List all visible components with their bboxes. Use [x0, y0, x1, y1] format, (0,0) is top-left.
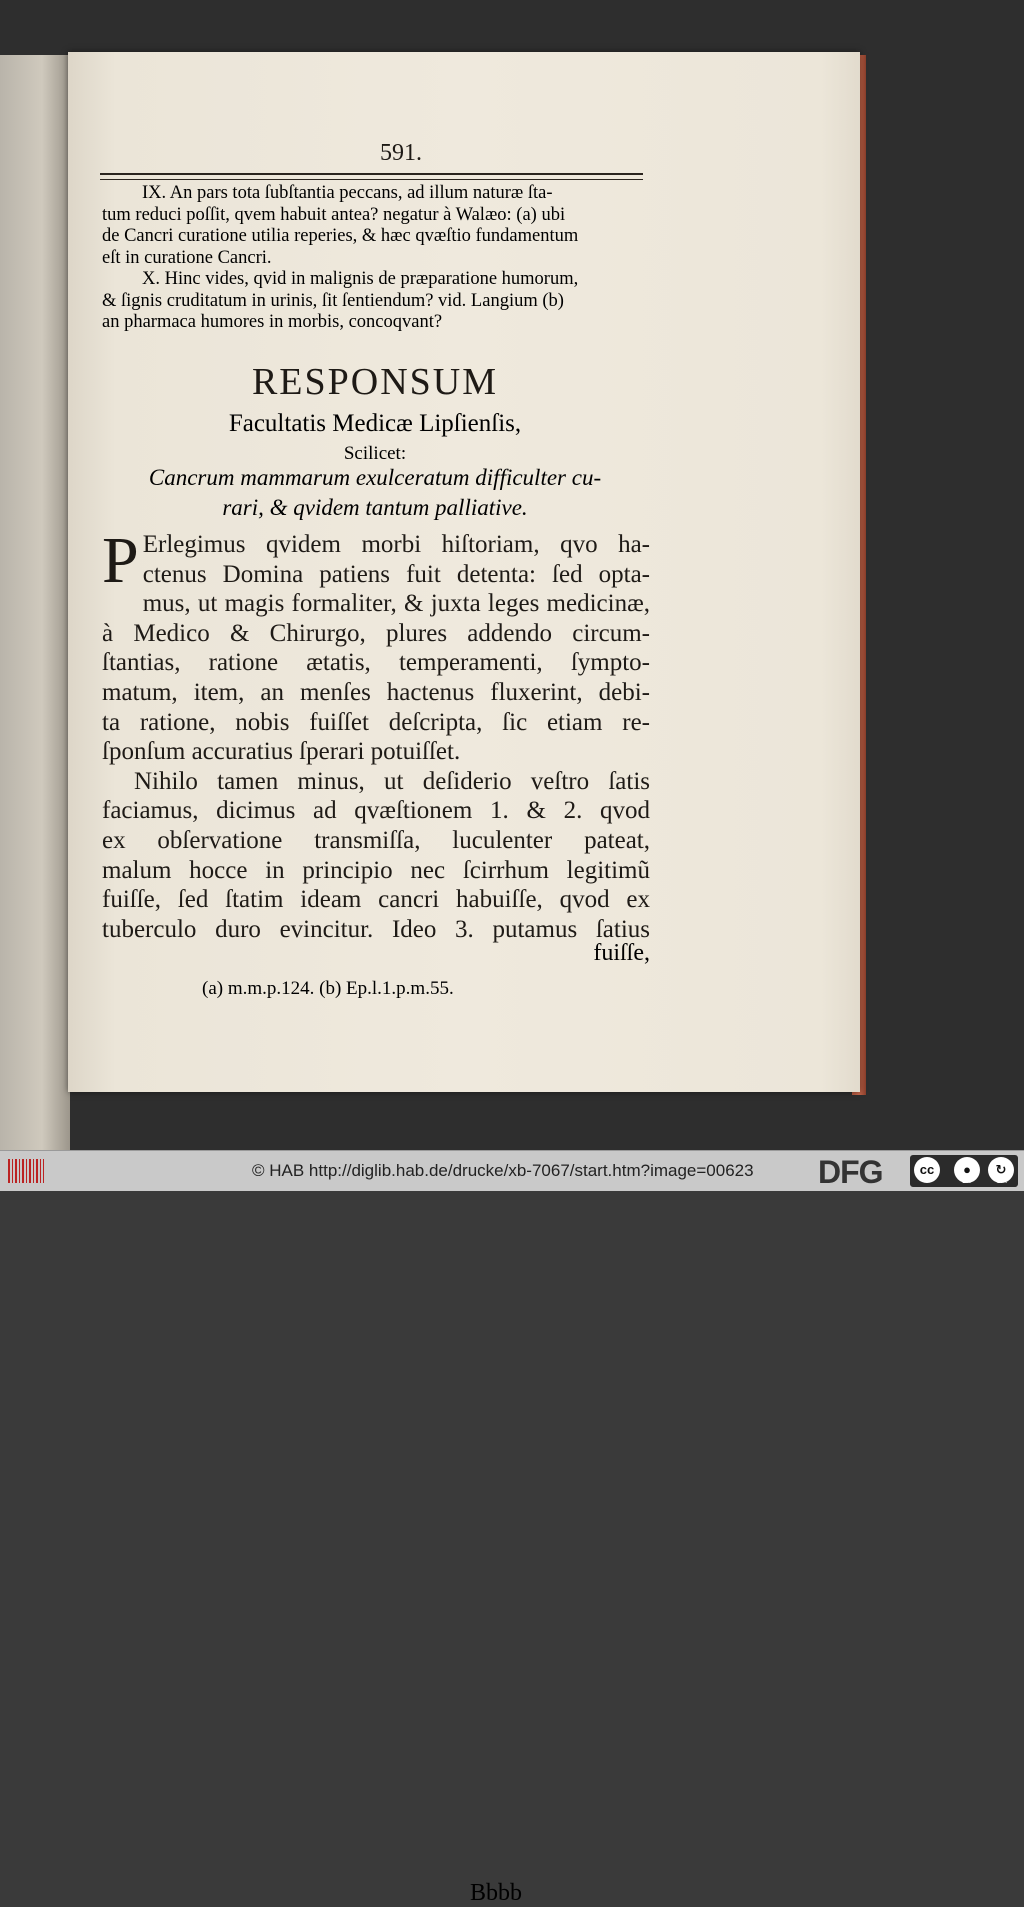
page-number: 591.	[380, 140, 422, 166]
footnote: (a) m.m.p.124. (b) Ep.l.1.p.m.55.	[202, 978, 454, 999]
body-line: matum, item, an menſes hactenus fluxerint, debi-	[102, 678, 650, 706]
note-ix-line: eſt in curatione Cancri.	[102, 247, 272, 268]
body-line: ſponſum accuratius ſperari potuiſſet.	[102, 738, 461, 766]
cc-license-badge[interactable]	[910, 1155, 1018, 1187]
by-person-icon: ●	[954, 1157, 980, 1183]
body-line: Nihilo tamen minus, ut deſiderio veſtro ſatis	[134, 767, 650, 795]
body-line: ſtantias, ratione ætatis, temperamenti, ſympto-	[102, 649, 650, 677]
body-line: tuberculo duro evincitur. Ideo 3. putamus ſatius	[102, 915, 650, 943]
section-subheading-scilicet: Scilicet:	[343, 443, 407, 464]
body-line: à Medico & Chirurgo, plures addendo circum-	[102, 619, 650, 647]
header-rule	[100, 173, 643, 180]
by-label: BY	[962, 1176, 973, 1185]
body-line: faciamus, dicimus ad qvæſtionem 1. & 2. qvod	[102, 797, 650, 825]
body-line: Erlegimus qvidem morbi hiſtoriam, qvo ha-	[142, 531, 650, 558]
note-x-line: X. Hinc vides, qvid in malignis de præparatione humorum,	[142, 269, 579, 289]
thesis-statement	[102, 463, 648, 523]
sa-label: SA	[996, 1176, 1007, 1185]
drop-cap: P	[102, 524, 139, 597]
viewer-footer	[0, 1150, 1024, 1191]
body-line: ta ratione, nobis fuiſſet deſcripta, ſic etiam re-	[102, 708, 650, 736]
barcode-icon	[8, 1159, 44, 1183]
thesis-line: Cancrum mammarum exulceratum difficulter cu-	[148, 465, 602, 490]
note-ix-line: de Cancri curatione utilia reperies, & hæc qvæſtio fundamentum	[102, 226, 579, 246]
body-text	[102, 524, 650, 944]
note-x-line: an pharmaca humores in morbis, concoqvant?	[102, 312, 443, 332]
section-heading: RESPONSUM	[251, 361, 499, 403]
body-line: ex obſervatione transmiſſa, luculenter pateat,	[102, 826, 650, 854]
dfg-logo: DFG	[818, 1154, 883, 1190]
body-line: ctenus Domina patiens fuit detenta: ſed opta-	[142, 560, 650, 588]
cc-icon: cc	[914, 1157, 940, 1183]
notes-block	[102, 183, 648, 334]
note-ix-line: IX. An pars tota ſubſtantia peccans, ad illum naturæ ſta-	[142, 183, 553, 203]
note-x-line: & ſignis cruditatum in urinis, ſit ſentiendum? vid. Langium (b)	[102, 290, 564, 311]
note-ix	[102, 183, 648, 269]
note-x	[102, 269, 648, 334]
sa-share-icon: ↻	[988, 1157, 1014, 1183]
source-url-link[interactable]: © HAB http://diglib.hab.de/drucke/xb-7067/start.htm?image=00623	[252, 1161, 754, 1180]
note-ix-line: tum reduci poſſit, qvem habuit antea? negatur à Walæo: (a) ubi	[102, 204, 566, 225]
thesis-line: rari, & qvidem tantum palliative.	[222, 495, 528, 520]
signature-mark: Bbbb	[470, 1880, 523, 1906]
body-line: mus, ut magis formaliter, & juxta leges medicinæ,	[142, 590, 650, 618]
left-page-edge	[0, 55, 70, 1150]
catchword: fuiſſe,	[593, 940, 650, 966]
section-subheading: Facultatis Medicæ Lipſienſis,	[228, 410, 522, 437]
body-line: fuiſſe, ſed ſtatim ideam cancri habuiſſe, qvod ex	[102, 886, 650, 914]
body-line: malum hocce in principio nec ſcirrhum legitimũ	[102, 856, 650, 884]
